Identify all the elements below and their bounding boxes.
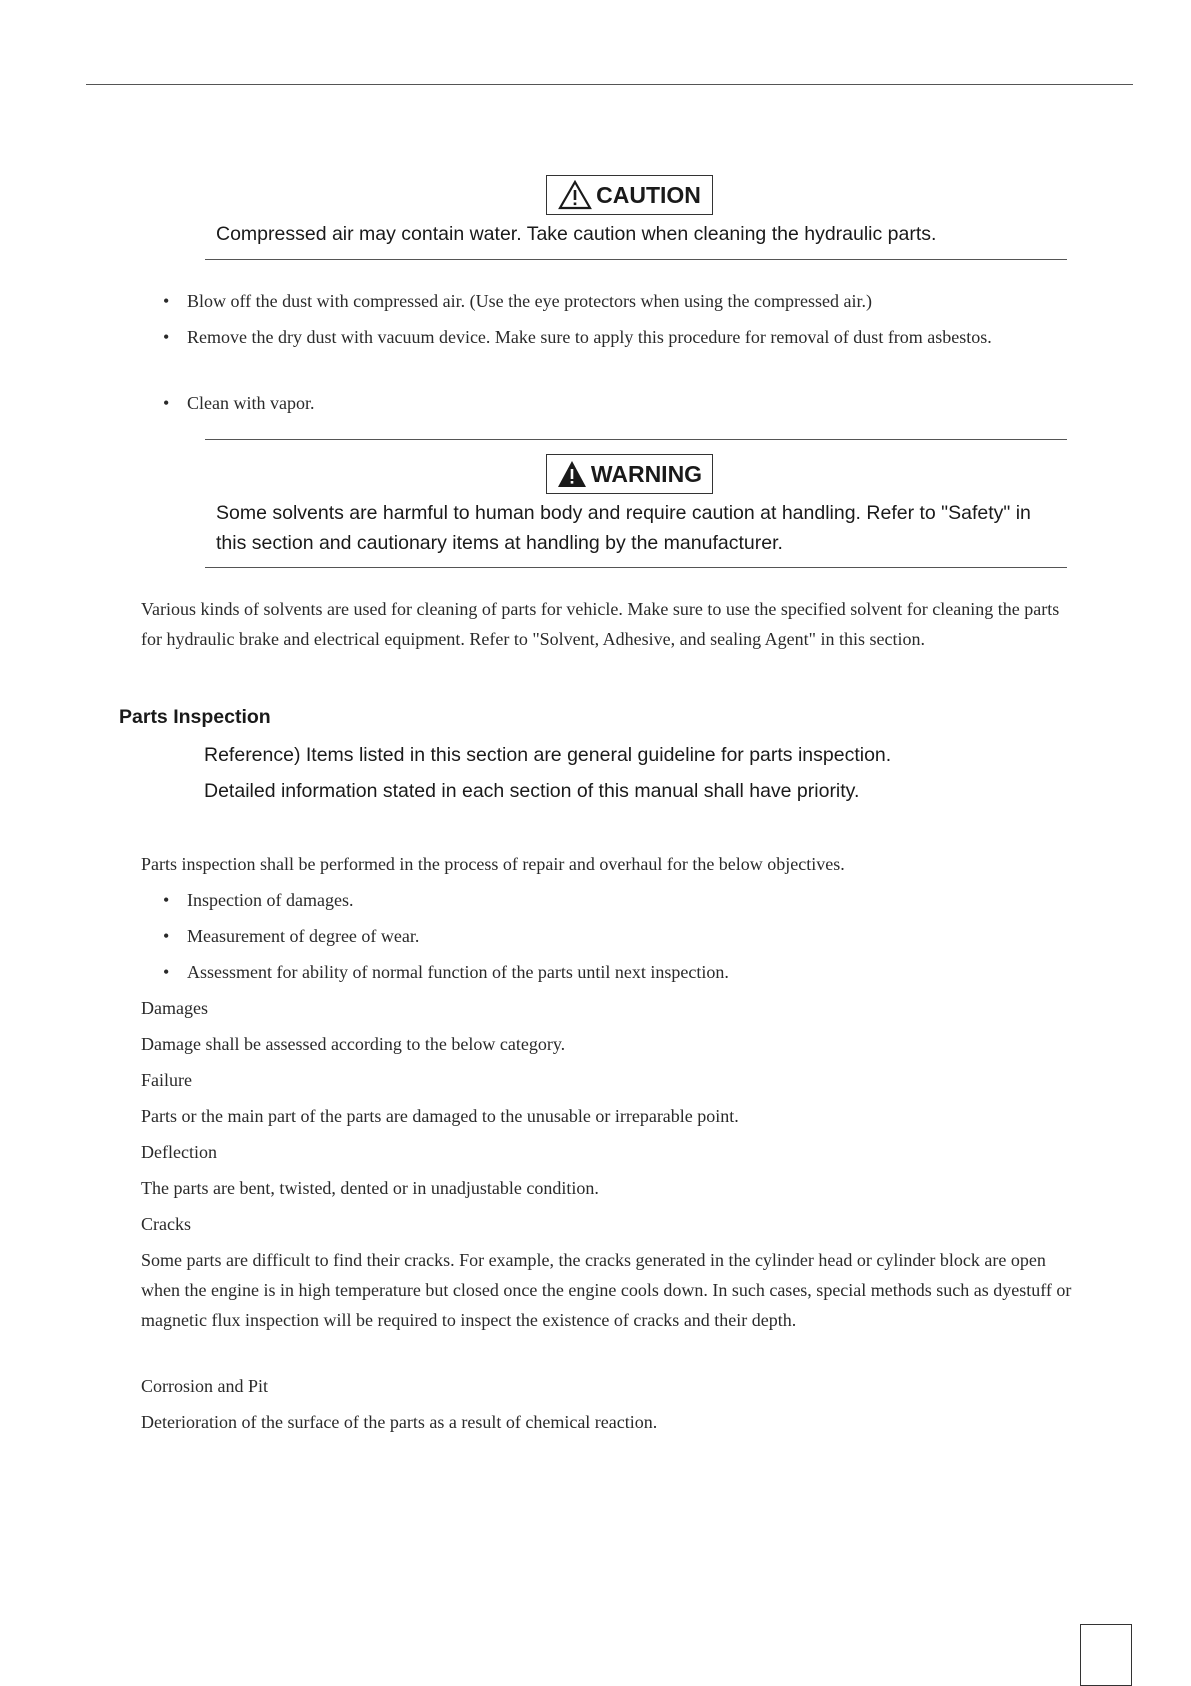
subsection-text: Parts or the main part of the parts are damaged to the unusable or irreparable point. <box>141 1106 739 1126</box>
page-number-box <box>1080 1624 1132 1686</box>
subsection-title: Damages <box>141 998 208 1018</box>
header-rule <box>86 84 1133 85</box>
subsection-text: Deterioration of the surface of the parts as a result of chemical reaction. <box>141 1412 658 1432</box>
subsection-text: Damage shall be assessed according to the below category. <box>141 1034 566 1054</box>
bullet-icon: • <box>163 926 170 946</box>
reference-line: Reference) Items listed in this section are general guideline for parts inspection. <box>204 744 892 766</box>
section-heading: Parts Inspection <box>119 706 271 728</box>
warning-rule-top <box>205 439 1067 440</box>
bullet-icon: • <box>163 291 170 311</box>
list-item: • Inspection of damages. <box>163 885 1063 915</box>
list-item: • Remove the dry dust with vacuum device. Make sure to apply this procedure for removal of dust from asbestos. <box>163 322 1063 382</box>
warning-icon <box>557 460 587 488</box>
subsection-title: Cracks <box>141 1214 191 1234</box>
warning-label: WARNING <box>590 460 703 487</box>
inspection-intro: Parts inspection shall be performed in the process of repair and overhaul for the below objectives. <box>141 854 845 874</box>
caution-text: Compressed air may contain water. Take caution when cleaning the hydraulic parts. <box>216 223 937 245</box>
list-item: • Clean with vapor. <box>163 388 1063 418</box>
caution-rule-bottom <box>205 259 1067 260</box>
warning-rule-bottom <box>205 567 1067 568</box>
caution-icon <box>558 180 592 210</box>
bullet-icon: • <box>163 393 170 413</box>
bullet-icon: • <box>163 327 170 347</box>
warning-text: Some solvents are harmful to human body and require caution at handling. Refer to "Safety" in this section and cautionary items at handling by the manufacturer. <box>216 502 1031 554</box>
subsection-title: Deflection <box>141 1142 217 1162</box>
bullet-icon: • <box>163 962 170 982</box>
list-item: • Blow off the dust with compressed air. (Use the eye protectors when using the compressed air.) <box>163 286 1063 316</box>
warning-badge <box>546 454 713 494</box>
subsection-text: Some parts are difficult to find their cracks. For example, the cracks generated in the cylinder head or cylinder block are open when the engine is in high temperature but closed once the engine cools down. In such cases, special methods such as dyestuff or magnetic flux inspection will be required to inspect the existence of cracks and their depth. <box>141 1250 1072 1330</box>
subsection-title: Failure <box>141 1070 192 1090</box>
caution-label: CAUTION <box>596 181 701 208</box>
subsection-title: Corrosion and Pit <box>141 1376 269 1396</box>
solvents-paragraph: Various kinds of solvents are used for cleaning of parts for vehicle. Make sure to use the specified solvent for cleaning the parts for hydraulic brake and electrical equipment. Refer to "Solvent, Adhesive, and sealing Agent" in this section. <box>141 599 1060 649</box>
bullet-icon: • <box>163 890 170 910</box>
list-item: • Assessment for ability of normal function of the parts until next inspection. <box>163 957 1063 987</box>
caution-badge <box>546 175 713 215</box>
subsection-text: The parts are bent, twisted, dented or in unadjustable condition. <box>141 1178 599 1198</box>
list-item: • Measurement of degree of wear. <box>163 921 1063 951</box>
reference-line: Detailed information stated in each section of this manual shall have priority. <box>204 780 860 802</box>
